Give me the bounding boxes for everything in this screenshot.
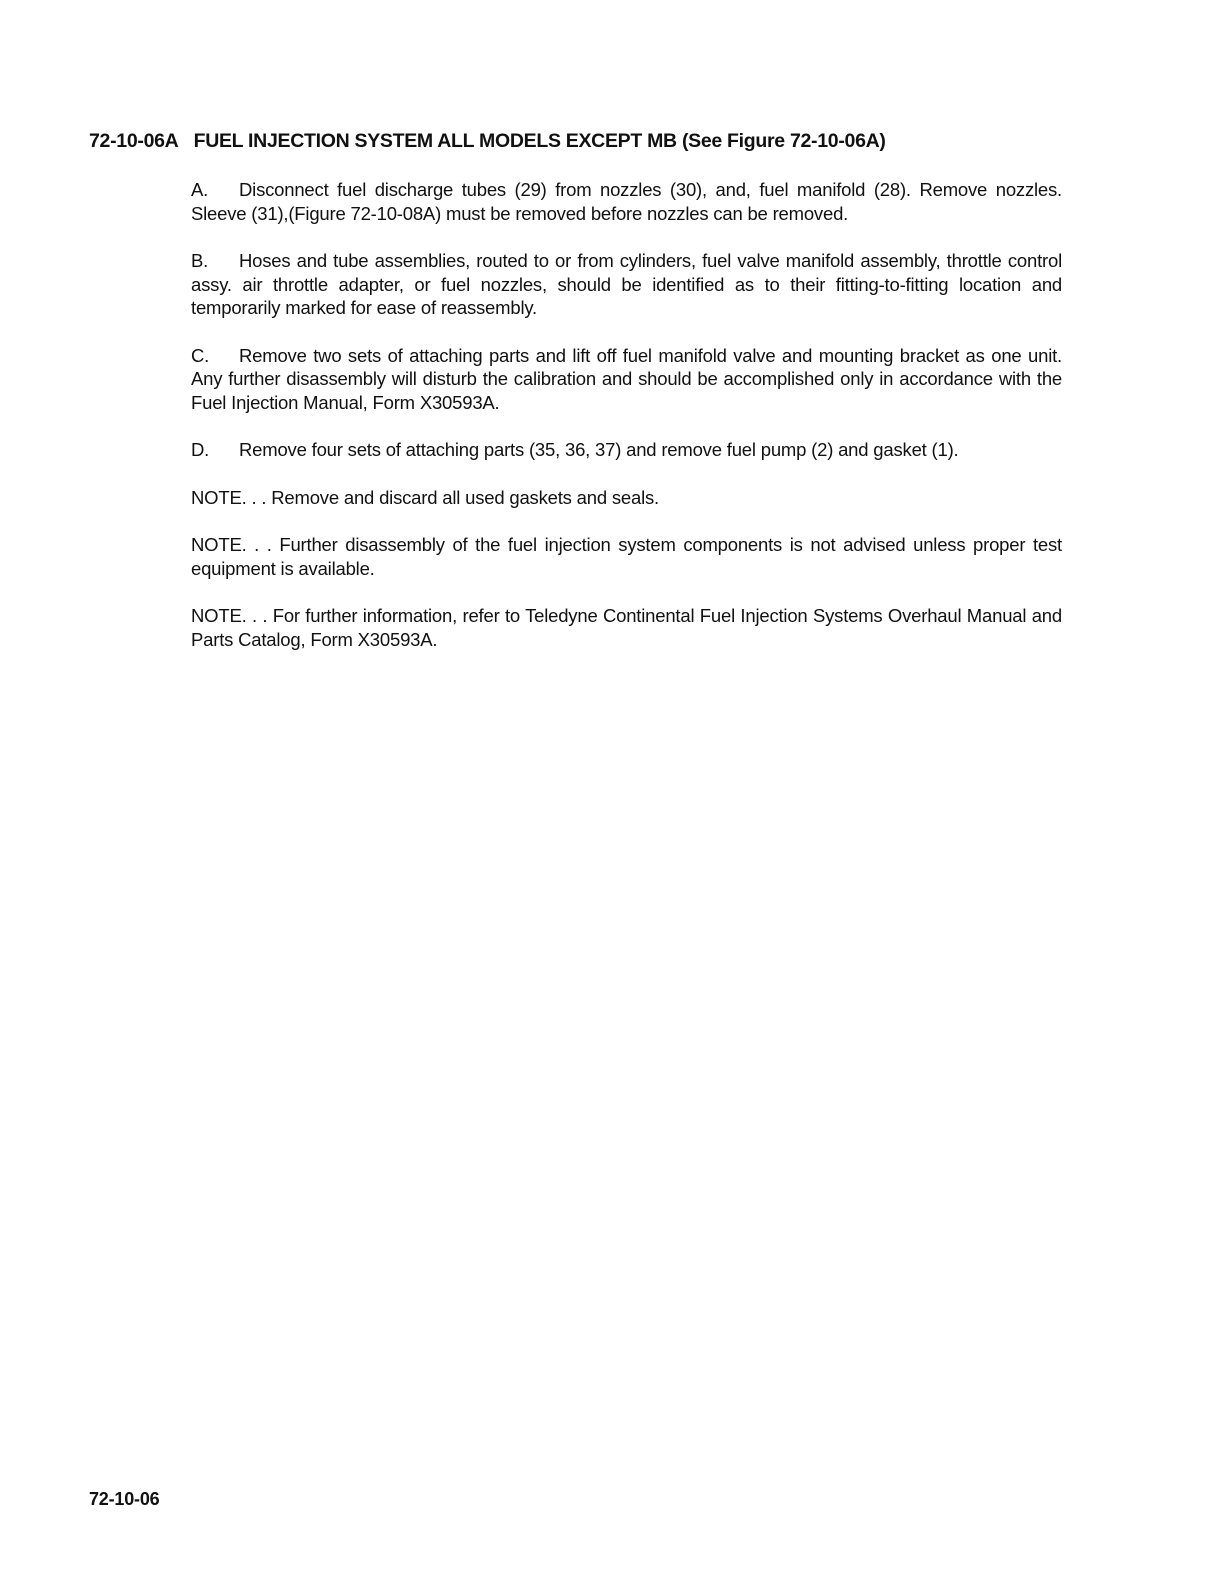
- step-d: [191, 438, 1062, 462]
- step-a: [191, 178, 1062, 225]
- procedure-body: [191, 178, 1062, 675]
- note-text: Further disassembly of the fuel injection system components is not advised unless proper test equipment is available.: [191, 534, 1062, 579]
- note-text: Remove and discard all used gaskets and seals.: [271, 486, 659, 508]
- step-c: [191, 344, 1062, 415]
- step-text: Remove two sets of attaching parts and lift off fuel manifold valve and mounting bracket as one unit. Any further disassembly will disturb the calibration and should be accomplished only in accordance with the Fuel Injection Manual, Form X30593A.: [191, 344, 1062, 413]
- step-text: Hoses and tube assemblies, routed to or from cylinders, fuel valve manifold assembly, throttle control assy. air throttle adapter, or fuel nozzles, should be identified as to their fitting-to-fitting location and temporarily marked for ease of reassembly.: [191, 250, 1062, 318]
- step-b: [191, 249, 1062, 320]
- section-title: FUEL INJECTION SYSTEM ALL MODELS EXCEPT MB (See Figure 72-10-06A): [193, 130, 886, 152]
- note-3: [191, 604, 1062, 651]
- section-heading: [89, 130, 1089, 153]
- step-label: D.: [191, 439, 210, 460]
- step-label: B.: [191, 250, 209, 271]
- note-text: For further information, refer to Teledyne Continental Fuel Injection Systems Overhaul Manual and Parts Catalog, Form X30593A.: [191, 605, 1062, 650]
- note-label: NOTE. . .: [191, 605, 268, 626]
- step-text: Disconnect fuel discharge tubes (29) from nozzles (30), and, fuel manifold (28). Remove nozzles. Sleeve (31),(Figure 72-10-08A) must be removed before nozzles can be removed.: [191, 179, 1062, 224]
- section-code: 72-10-06A: [89, 130, 179, 152]
- note-2: [191, 533, 1062, 580]
- step-label: C.: [191, 344, 210, 366]
- step-text: Remove four sets of attaching parts (35, 36, 37) and remove fuel pump (2) and gasket (1).: [239, 439, 959, 460]
- note-1: [191, 486, 1062, 510]
- note-label: NOTE. . .: [191, 534, 272, 555]
- step-label: A.: [191, 179, 209, 200]
- page-footer-ref: 72-10-06: [89, 1489, 160, 1509]
- note-label: NOTE. . .: [191, 486, 267, 508]
